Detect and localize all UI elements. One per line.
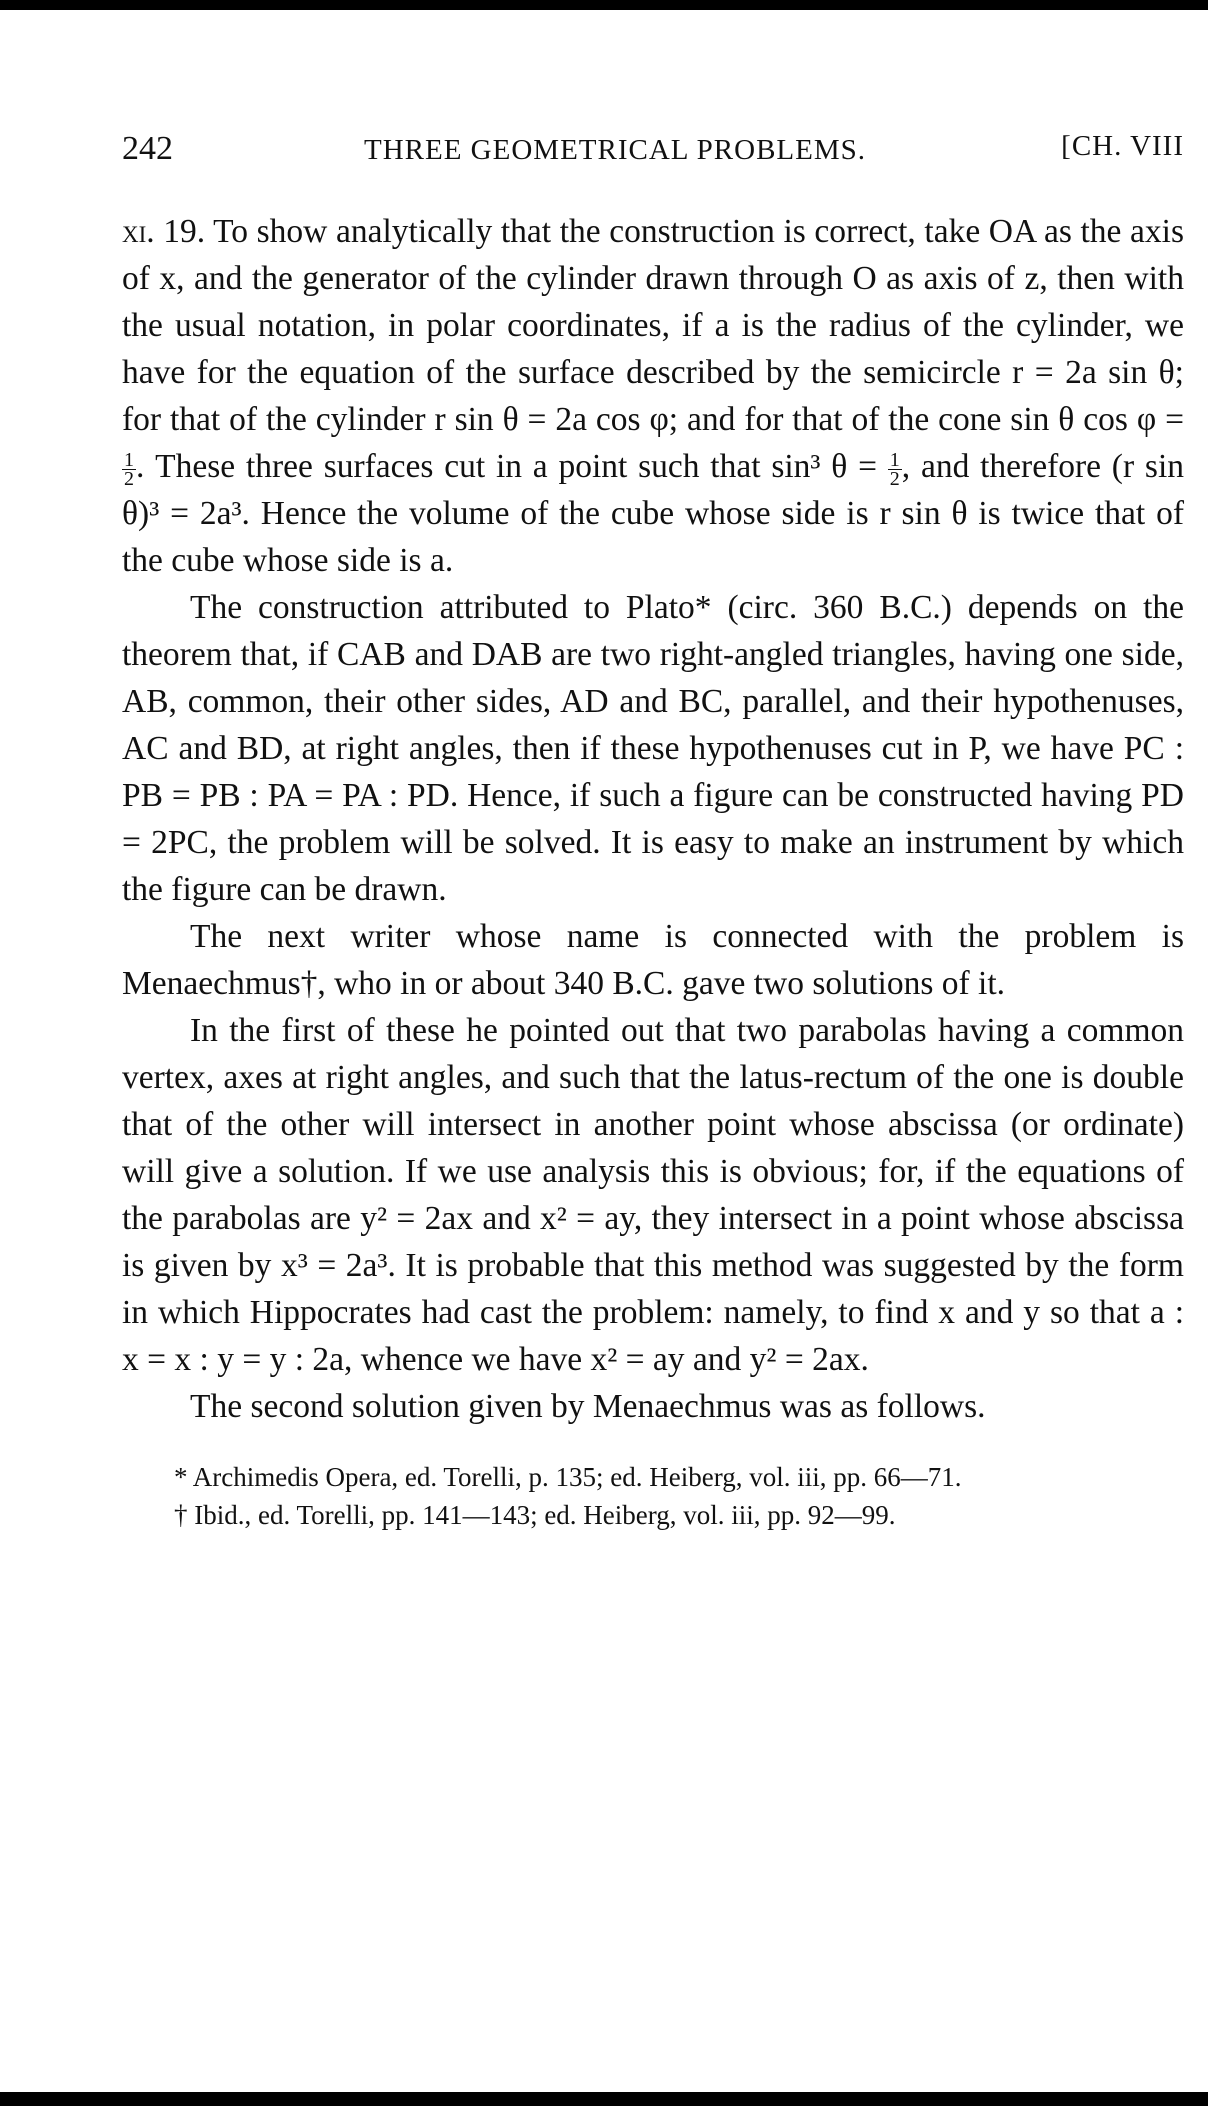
fraction-half xyxy=(122,448,136,490)
paragraph-2: The construction attributed to Plato* (circ. 360 B.C.) depends on the theorem that, if CAB and DAB are two right-angled triangles, having one side, AB, common, their other sides, AD and BC, parallel, and their hypothenuses, AC and BD, at right angles, then if these hypothenuses cut in P, we have PC : PB = PB : PA = PA : PD. Hence, if such a figure can be constructed having PD = 2PC, the problem will be solved. It is easy to make an instrument by which the figure can be drawn. xyxy=(122,589,1184,908)
paragraph-3: The next writer whose name is connected with the problem is Menaechmus†, who in or about 340 B.C. gave two solutions of it. xyxy=(122,918,1184,1002)
paragraph-1 xyxy=(122,208,1184,584)
page-header xyxy=(122,120,1184,180)
fraction-numerator: 1 xyxy=(889,448,900,471)
paragraph-4: In the first of these he pointed out that two parabolas having a common vertex, axes at right angles, and such that the latus-rectum of the one is double that of the other will intersect in another point whose abscissa (or ordinate) will give a solution. If we use analysis this is obvious; for, if the equations of the parabolas are y² = 2ax and x² = ay, they intersect in a point whose abscissa is given by x³ = 2a³. It is probable that this method was suggested by the form in which Hippocrates had cast the problem: namely, to find x and y so that a : x = x : y = y : 2a, whence we have x² = ay and y² = 2ax. xyxy=(122,1012,1184,1378)
paragraph-1-part-c: , and therefore (r sin θ)³ = 2a³. Hence the volume of the cube whose side is r sin θ is twice that of the cube whose side is a. xyxy=(122,448,1184,579)
fraction-numerator: 1 xyxy=(124,448,134,471)
top-border xyxy=(0,0,1208,10)
footnotes xyxy=(122,1458,1184,1534)
paragraph-5: The second solution given by Menaechmus was as follows. xyxy=(190,1388,986,1425)
footnote-1: * Archimedis Opera, ed. Torelli, p. 135; ed. Heiberg, vol. iii, pp. 66—71. xyxy=(174,1462,962,1492)
book-page xyxy=(122,120,1184,1534)
fraction-denominator: 2 xyxy=(889,467,900,490)
running-title: THREE GEOMETRICAL PROBLEMS. xyxy=(364,134,867,166)
chapter-reference: [CH. VIII xyxy=(1061,130,1184,162)
bottom-border xyxy=(0,2092,1208,2106)
page-number: 242 xyxy=(122,130,173,167)
paragraph-1-part-a: To show analytically that the construction is correct, take OA as the axis of x, and the generator of the cylinder drawn through O as axis of z, then with the usual notation, in polar coordinates, if a is the radius of the cylinder, we have for the equation of the surface described by the semicircle r = 2a sin θ; for that of the cylinder r sin θ = 2a cos φ; and for that of the cone sin θ cos φ = xyxy=(122,213,1184,438)
body-text xyxy=(122,208,1184,1430)
paragraph-1-part-b: . These three surfaces cut in a point such that sin³ θ = xyxy=(136,448,888,485)
fraction-denominator: 2 xyxy=(124,467,134,490)
fraction-half xyxy=(888,448,902,490)
section-label: xi. 19. xyxy=(122,213,206,250)
footnote-2: † Ibid., ed. Torelli, pp. 141—143; ed. Heiberg, vol. iii, pp. 92—99. xyxy=(174,1500,896,1530)
